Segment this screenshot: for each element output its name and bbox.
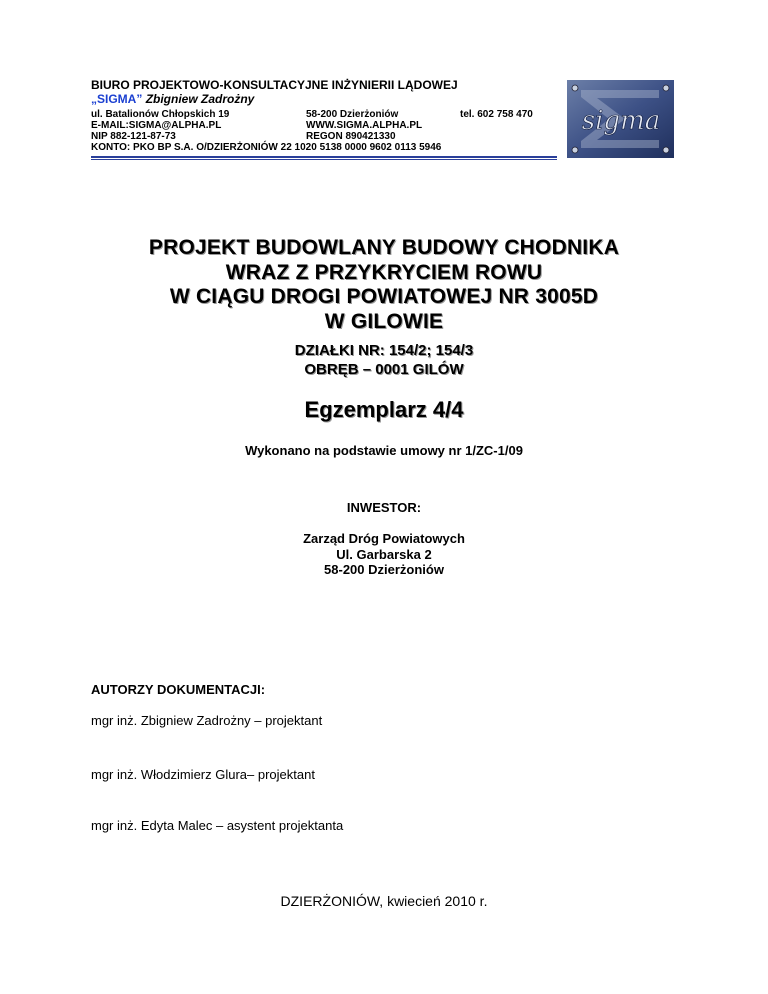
copy-number: Egzemplarz 4/4 (304, 397, 464, 422)
bank-account: KONTO: PKO BP S.A. O/DZIERŻONIÓW 22 1020 5138 0000 9602 0113 5946 (91, 142, 442, 153)
company-name: BIURO PROJEKTOWO-KONSULTACYJNE INŻYNIERII LĄDOWEJ (91, 78, 458, 92)
parcels-line-1: DZIAŁKI NR: 154/2; 154/3 (294, 342, 474, 359)
city-address: 58-200 Dzierżoniów (306, 109, 399, 120)
title-line-2: WRAZ Z PRZYKRYCIEM ROWU (225, 261, 543, 284)
nip-number: NIP 882-121-87-73 (91, 131, 176, 142)
author-item: mgr inż. Włodzimierz Glura– projektant (91, 767, 315, 782)
author-item: mgr inż. Edyta Malec – asystent projektanta (91, 818, 344, 833)
author-item: mgr inż. Zbigniew Zadrożny – projektant (91, 713, 323, 728)
website: WWW.SIGMA.ALPHA.PL (306, 120, 423, 131)
investor-name: Zarząd Dróg Powiatowych (303, 531, 465, 546)
investor-city: 58-200 Dzierżoniów (324, 562, 444, 577)
email-address: E-MAIL:SIGMA@ALPHA.PL (91, 120, 222, 131)
contract-info: Wykonano na podstawie umowy nr 1/ZC-1/09 (245, 443, 523, 458)
parcels-line-2: OBRĘB – 0001 GILÓW (304, 361, 464, 378)
company-brand-line (91, 92, 254, 106)
company-brand: „SIGMA” (91, 92, 143, 106)
investor-street: Ul. Garbarska 2 (336, 547, 432, 562)
street-address: ul. Batalionów Chłopskich 19 (91, 109, 230, 120)
investor-heading: INWESTOR: (346, 500, 422, 515)
phone-number: tel. 602 758 470 (460, 109, 533, 120)
title-line-4: W GILOWIE (324, 310, 444, 333)
regon-number: REGON 890421330 (306, 131, 396, 142)
sigma-logo (567, 80, 674, 158)
place-and-date: DZIERŻONIÓW, kwiecień 2010 r. (280, 893, 488, 909)
header-divider (91, 156, 557, 161)
title-line-3: W CIĄGU DROGI POWIATOWEJ NR 3005D (169, 285, 599, 308)
company-owner: Zbigniew Zadrożny (145, 92, 255, 106)
authors-heading: AUTORZY DOKUMENTACJI: (91, 682, 266, 697)
logo-text: sigma (581, 106, 661, 136)
title-line-1: PROJEKT BUDOWLANY BUDOWY CHODNIKA (148, 236, 620, 259)
